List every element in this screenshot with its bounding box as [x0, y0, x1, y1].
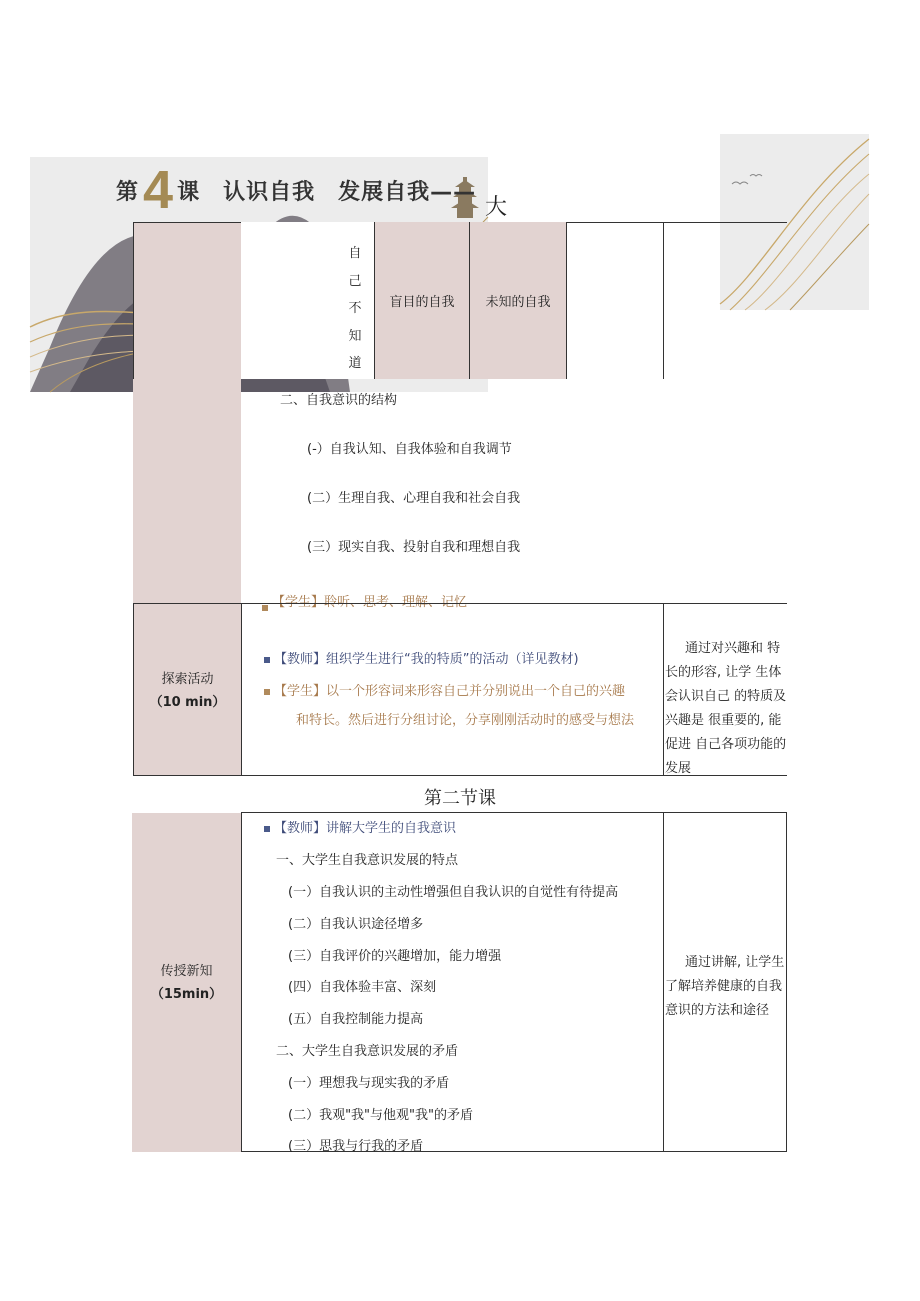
explore-divider-2 — [663, 603, 664, 776]
teach-label — [132, 960, 241, 1006]
note-line: 了解培养健康的自我 — [665, 979, 783, 994]
teach-line: (三）自我评价的兴趣增加，能力增强 — [288, 949, 502, 964]
bullet-icon — [264, 657, 270, 663]
teach-line: 一、大学生自我意识发展的特点 — [276, 853, 459, 868]
explore-label-duration: （10 min） — [149, 695, 226, 710]
lesson-number: 4 — [143, 160, 174, 220]
table-left-border — [133, 222, 134, 379]
note-line: 发展 — [665, 761, 692, 776]
title-prefix: 第 — [116, 179, 140, 205]
vertical-char: 自 — [348, 246, 362, 261]
teach-line: 二、大学生自我意识发展的矛盾 — [276, 1044, 459, 1059]
lesson-title — [116, 160, 476, 220]
note-line: 兴趣是 很重要的, 能 — [665, 713, 782, 728]
structure-item: (二）生理自我、心理自我和社会自我 — [307, 491, 521, 506]
teach-top-border — [241, 812, 787, 813]
structure-item: (-）自我认知、自我体验和自我调节 — [307, 442, 512, 457]
note-line: 会认识自己 的特质及 — [665, 689, 787, 704]
quad-vertical-label — [345, 240, 365, 378]
note-line: 促进 自己各项功能的 — [665, 737, 787, 752]
vertical-char: 己 — [348, 273, 362, 289]
explore-label — [134, 668, 241, 714]
vertical-char: 不 — [348, 301, 362, 316]
note-line: 长的形容, 让学 生体 — [665, 665, 782, 680]
teach-label-title: 传授新知 — [160, 964, 213, 979]
teach-teacher-line: 【教师】讲解大学生的自我意识 — [264, 817, 456, 836]
teach-divider-2 — [663, 812, 664, 1152]
quad-cell-unknown-self: 未知的自我 — [470, 222, 567, 379]
bullet-icon — [264, 826, 270, 832]
note-line: 通过对兴趣和 特 — [685, 641, 781, 656]
explore-student-line-2: 和特长。然后进行分组讨论，分享刚刚活动时的感受与想法 — [296, 713, 635, 728]
teach-note — [665, 951, 787, 1023]
vertical-char: 知 — [348, 328, 362, 344]
bullet-icon — [264, 689, 270, 695]
structure-item: (三）现实自我、投射自我和理想自我 — [307, 540, 521, 555]
teach-line: (二）自我认识途径增多 — [288, 917, 424, 932]
quad-cell-blind-self: 盲目的自我 — [374, 222, 470, 379]
title-main: 课 认识自我 发展自我—— — [177, 179, 477, 205]
note-line: 意识的方法和途径 — [665, 1003, 770, 1018]
section-heading: 第二节课 — [424, 788, 496, 809]
explore-note — [665, 637, 787, 781]
note-line: 通过讲解, 让学生 — [685, 955, 785, 970]
teach-line: (二）我观"我"与他观"我"的矛盾 — [288, 1108, 473, 1123]
explore-label-title: 探索活动 — [161, 672, 214, 687]
quad-empty-cell — [567, 222, 664, 379]
teach-line: (一）理想我与现实我的矛盾 — [288, 1076, 450, 1091]
explore-teacher-line: 【教师】组织学生进行“我的特质”的活动（详见教材) — [264, 648, 579, 667]
teach-line: (一）自我认识的主动性增强但自我认识的自觉性有待提高 — [288, 885, 619, 900]
teach-line: (五）自我控制能力提高 — [288, 1012, 424, 1027]
teach-label-duration: （15min） — [150, 987, 223, 1002]
left-label-column — [133, 222, 241, 603]
structure-heading: 二、自我意识的结构 — [280, 393, 398, 408]
explore-student-line: 【学生】以一个形容词来形容自己并分别说出一个自己的兴趣 — [264, 680, 625, 699]
title-tail: 大 — [485, 195, 508, 220]
teach-divider-1 — [241, 812, 242, 1152]
cut-student-line: 【学生】聆听、思考、理解、记忆 — [262, 596, 467, 603]
vertical-char: 道 — [348, 356, 362, 371]
teach-line: (三）思我与行我的矛盾 — [288, 1139, 424, 1154]
explore-divider-1 — [241, 603, 242, 776]
teach-line: (四）自我体验丰富、深刻 — [288, 980, 437, 995]
